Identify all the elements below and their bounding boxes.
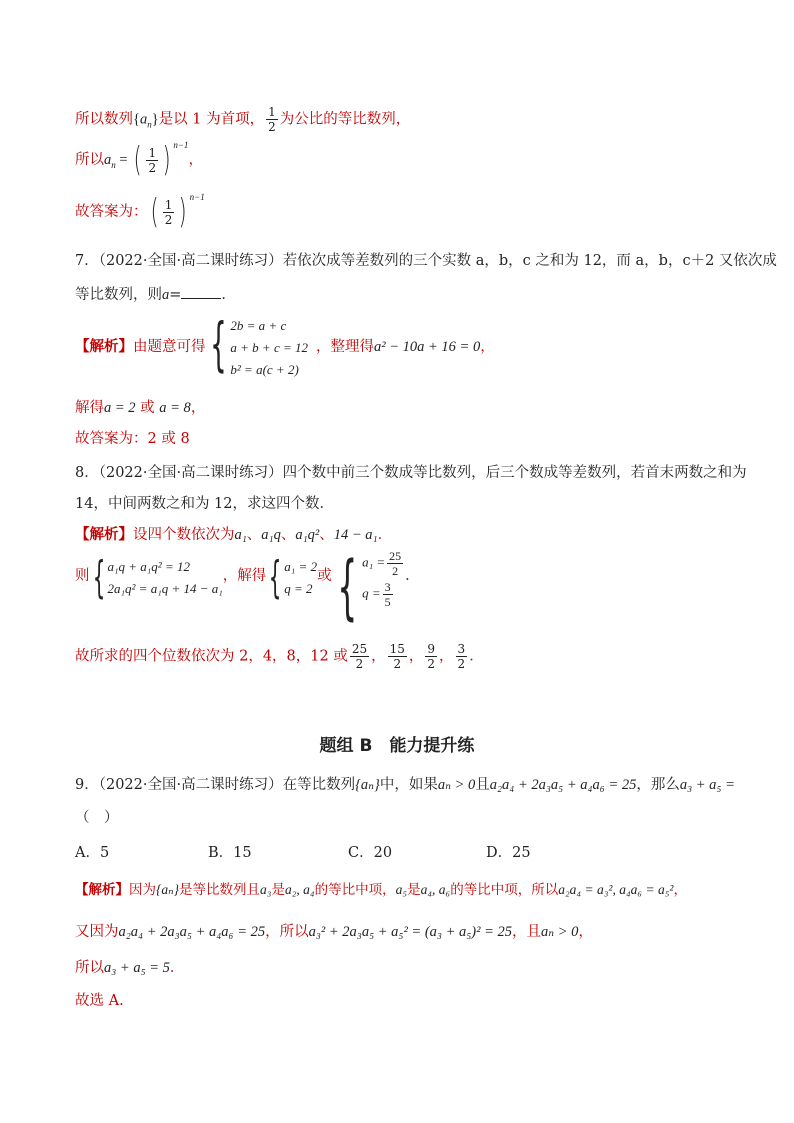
section-heading: 题组 B 能力提升练 — [319, 736, 475, 756]
q7-solution: 【解析】由题意可得{ 2b = a + c a + b + c = 12 b² = a(c + 2) ，整理得a² − 10a + 16 = 0， — [75, 315, 495, 381]
q9-answer: 故选 A. — [75, 993, 124, 1009]
q9-explanation-line2: 又因为a₂a₄ + 2a₃a₅ + a₄a₆ = 25，所以a₃² + 2a₃a₅ + a₅² = (a₃ + a₅)² = 25，且aₙ > 0， — [75, 924, 593, 940]
option-a[interactable]: A．5 — [75, 845, 110, 861]
q8-answer: 故所求的四个位数依次为 2，4，8，12 或 $\frac{25}{2}$ ， $\frac{15}{2}$ ， $\frac{9}{2}$ ， $\frac{3}{2}$ ． — [75, 642, 484, 671]
ratio-fraction: $\frac{1}{2}$ — [268, 105, 276, 134]
q8-system-solution: 则{ a₁q + a₁q² = 12 2a₁q² = a₁q + 14 − a₁ ，解得{ a₁ = 2 q = 2 或{ a₁ = $\frac{25}{2}$ q = $\frac{3}{5}$ ． — [75, 546, 420, 628]
q7-result: 解得a = 2 或 a = 8， — [75, 400, 206, 416]
equation-system: 2b = a + c a + b + c = 12 b² = a(c + 2) — [230, 318, 308, 377]
q8-setup: 【解析】设四个数依次为a₁、a₁q、a₁q²、14 − a₁． — [75, 526, 393, 543]
q9-explanation-line3: 所以a₃ + a₅ = 5． — [75, 960, 185, 976]
option-d[interactable]: D．25 — [486, 845, 531, 861]
solution-1: a₁ = 2 q = 2 — [284, 559, 318, 596]
general-term-formula: 所以$a_n$ = ( $\frac{1}{2}$ ) $^{n-1}$， — [75, 140, 203, 180]
option-b[interactable]: B．15 — [208, 845, 252, 861]
q8-stem-line1: 8．（2022·全国·高二课时练习）四个数中前三个数成等比数列，后三个数成等差数列，若首末两数之和为 — [75, 465, 747, 481]
geometric-sequence-statement: 所以数列$\{a_n\}$是以 1 为首项， $\frac{1}{2}$ 为公比的等比数列， — [75, 105, 411, 134]
q7-answer: 故答案为：2 或 8 — [75, 431, 190, 447]
q7-stem-line2: 等比数列，则a= ． — [75, 284, 236, 305]
solution-tag: 【解析】 — [75, 338, 133, 355]
solution-2: a₁ = $\frac{25}{2}$ q = $\frac{3}{5}$ — [362, 549, 402, 609]
q7-stem-line1: 7．（2022·全国·高二课时练习）若依次成等差数列的三个实数 a，b，c 之和为 12，而 a，b，c＋2 又依次成 — [75, 253, 777, 269]
option-c[interactable]: C．20 — [348, 845, 393, 861]
q9-explanation-line1: 【解析】因为{aₙ}是等比数列且a₃是a₂, a₄的等比中项，a₅是a₄, a₆的等比中项，所以a₂a₄ = a₃², a₄a₆ = a₅²， — [75, 882, 687, 898]
answer-line-6: 故答案为：( $\frac{1}{2}$ ) $^{n-1}$ — [75, 192, 205, 232]
q9-stem-line1: 9．（2022·全国·高二课时练习）在等比数列{aₙ}中，如果aₙ > 0且a₂a₄ + 2a₃a₅ + a₄a₆ = 25，那么a₃ + a₅ = — [75, 777, 735, 793]
q9-answer-paren: （ ） — [75, 810, 119, 826]
q8-stem-line2: 14，中间两数之和为 12，求这四个数． — [75, 496, 335, 512]
answer-blank — [181, 284, 221, 299]
equation-system: a₁q + a₁q² = 12 2a₁q² = a₁q + 14 − a₁ — [107, 559, 223, 596]
